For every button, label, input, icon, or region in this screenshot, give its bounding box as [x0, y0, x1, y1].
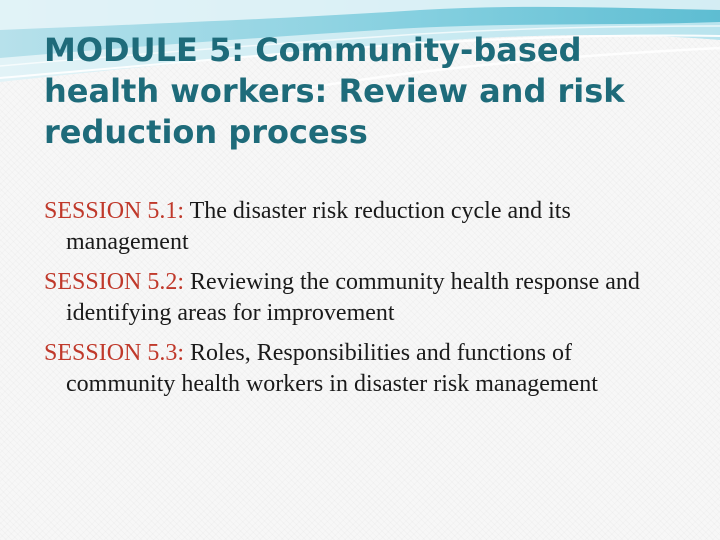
session-item — [44, 338, 674, 400]
session-text: Reviewing the community health response and identifying areas for improvement — [66, 269, 640, 326]
session-list — [44, 196, 674, 409]
session-text: Roles, Responsibilities and functions of community health workers in disaster risk management — [66, 340, 598, 397]
session-item — [44, 267, 674, 329]
session-item — [44, 196, 674, 258]
session-label: SESSION 5.2: — [44, 269, 185, 295]
session-label: SESSION 5.3: — [44, 340, 185, 366]
session-label: SESSION 5.1: — [44, 198, 185, 224]
session-text: The disaster risk reduction cycle and its management — [66, 198, 571, 255]
slide-title: MODULE 5: Community-based health workers: Review and risk reduction process — [44, 31, 625, 151]
